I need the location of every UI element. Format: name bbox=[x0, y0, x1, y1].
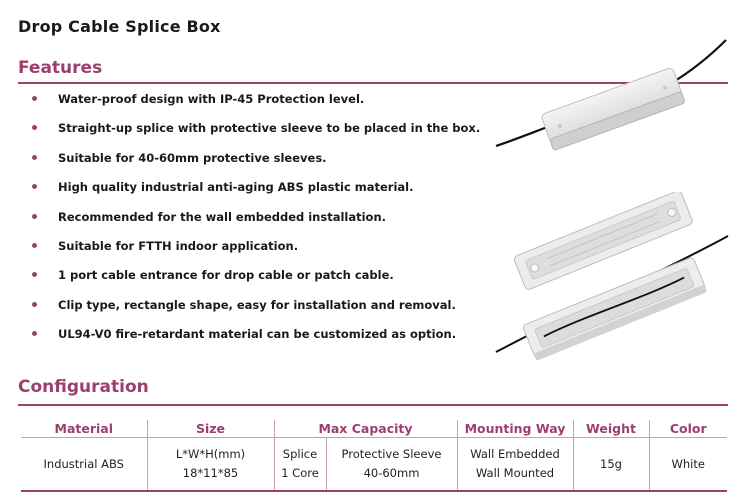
cell-color: White bbox=[649, 438, 727, 492]
col-header-max-capacity: Max Capacity bbox=[274, 420, 457, 438]
col-header-material: Material bbox=[21, 420, 147, 438]
features-heading: Features bbox=[18, 58, 103, 78]
bullet-icon bbox=[32, 96, 37, 101]
bullet-icon bbox=[32, 155, 37, 160]
mounting-option-2: Wall Mounted bbox=[475, 466, 555, 480]
sleeve-label: Protective Sleeve bbox=[341, 447, 442, 461]
feature-item: 1 port cable entrance for drop cable or patch cable. bbox=[22, 261, 492, 290]
table-header-row bbox=[21, 420, 727, 438]
feature-item: Suitable for 40-60mm protective sleeves. bbox=[22, 144, 492, 173]
bullet-icon bbox=[32, 302, 37, 307]
feature-item: UL94-V0 fire-retardant material can be customized as option. bbox=[22, 320, 492, 349]
size-label: L*W*H(mm) bbox=[175, 447, 246, 461]
splice-value: 1 Core bbox=[281, 466, 319, 480]
bullet-icon bbox=[32, 184, 37, 189]
col-header-mounting-way: Mounting Way bbox=[457, 420, 573, 438]
col-header-size: Size bbox=[147, 420, 274, 438]
cell-splice bbox=[274, 438, 326, 492]
configuration-divider bbox=[18, 404, 728, 406]
splice-label: Splice bbox=[282, 447, 318, 461]
feature-item: Suitable for FTTH indoor application. bbox=[22, 232, 492, 261]
mounting-option-1: Wall Embedded bbox=[470, 447, 560, 461]
configuration-table bbox=[21, 420, 727, 492]
bullet-icon bbox=[32, 243, 37, 248]
page-title: Drop Cable Splice Box bbox=[18, 17, 221, 36]
open-splice-box-image bbox=[494, 192, 730, 362]
cell-protective-sleeve bbox=[326, 438, 457, 492]
feature-item: Water-proof design with IP-45 Protection level. bbox=[22, 85, 492, 114]
cell-size bbox=[147, 438, 274, 492]
cell-material: Industrial ABS bbox=[21, 438, 147, 492]
feature-item: High quality industrial anti-aging ABS plastic material. bbox=[22, 173, 492, 202]
bullet-icon bbox=[32, 125, 37, 130]
cell-mounting-way bbox=[457, 438, 573, 492]
features-list bbox=[22, 85, 492, 350]
feature-item: Clip type, rectangle shape, easy for installation and removal. bbox=[22, 291, 492, 320]
bullet-icon bbox=[32, 214, 37, 219]
col-header-color: Color bbox=[649, 420, 727, 438]
sleeve-value: 40-60mm bbox=[363, 466, 420, 480]
cell-weight: 15g bbox=[573, 438, 649, 492]
configuration-heading: Configuration bbox=[18, 377, 149, 397]
bullet-icon bbox=[32, 272, 37, 277]
size-value: 18*11*85 bbox=[182, 466, 239, 480]
bullet-icon bbox=[32, 331, 37, 336]
feature-item: Straight-up splice with protective sleeve to be placed in the box. bbox=[22, 114, 492, 143]
feature-item: Recommended for the wall embedded installation. bbox=[22, 203, 492, 232]
table-row bbox=[21, 438, 727, 492]
col-header-weight: Weight bbox=[573, 420, 649, 438]
closed-splice-box-image bbox=[494, 28, 730, 166]
